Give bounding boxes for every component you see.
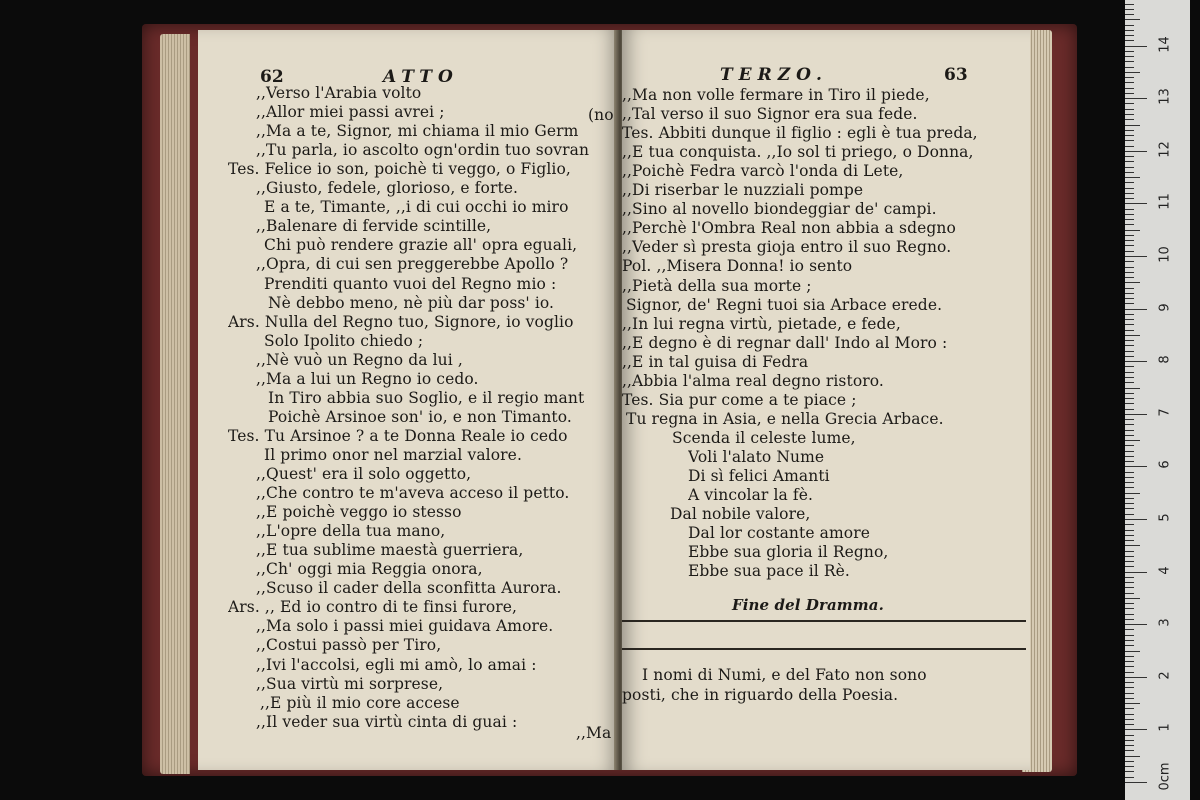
ruler-tick	[1125, 430, 1134, 431]
ruler-tick	[1125, 624, 1147, 625]
left-catchword: ,,Ma	[576, 724, 612, 742]
right-text-line-13: ,,In lui regna virtù, pietade, e fede,	[622, 314, 901, 333]
left-text-line-23: ,,E poichè veggo io stesso	[256, 503, 462, 522]
ruler-number: 9	[1157, 302, 1173, 312]
footnote-line-2: posti, che in riguardo della Poesia.	[622, 686, 899, 704]
left-text-line-14: Solo Ipolito chiedo ;	[264, 331, 424, 350]
ruler-tick	[1125, 256, 1147, 257]
ruler-tick	[1125, 319, 1134, 320]
ruler-tick	[1125, 25, 1134, 26]
ruler-tick	[1125, 193, 1134, 194]
ruler-tick	[1125, 682, 1134, 683]
ruler-number: 0cm	[1157, 762, 1173, 791]
ruler-tick	[1125, 608, 1134, 609]
right-page-header: TERZO.	[720, 65, 828, 85]
right-text-line-24: Dal lor costante amore	[688, 524, 870, 543]
ruler-tick	[1125, 771, 1134, 772]
ruler-tick	[1125, 419, 1134, 420]
left-text-line-7: E a te, Timante, ,,i di cui occhi io miro	[264, 198, 569, 217]
ruler-tick	[1125, 293, 1134, 294]
ruler-tick	[1125, 167, 1134, 168]
ruler-tick	[1125, 687, 1134, 688]
right-text-line-18: Tu regna in Asia, e nella Grecia Arbace.	[626, 409, 944, 428]
ruler-tick	[1125, 30, 1134, 31]
right-text-line-4: ,,E tua conquista. ,,Io sol ti priego, o Donna,	[622, 143, 974, 162]
ruler-tick	[1125, 424, 1134, 425]
left-text-line-30: ,,Costui passò per Tiro,	[256, 636, 442, 655]
ruler-tick	[1125, 372, 1134, 373]
ruler-tick	[1125, 561, 1134, 562]
ruler-tick	[1125, 740, 1134, 741]
right-text-line-15: ,,E in tal guisa di Fedra	[622, 352, 809, 371]
ruler-tick	[1125, 230, 1140, 231]
ruler-tick	[1125, 629, 1134, 630]
ruler-tick	[1125, 61, 1134, 62]
ruler-tick	[1125, 146, 1134, 147]
ruler-tick	[1125, 461, 1134, 462]
ruler-tick	[1125, 340, 1134, 341]
ruler-tick	[1125, 498, 1134, 499]
ruler-tick	[1125, 745, 1134, 746]
ruler-tick	[1125, 414, 1147, 415]
ruler-tick	[1125, 119, 1134, 120]
right-text-line-19: Scenda il celeste lume,	[672, 428, 856, 447]
ruler-tick	[1125, 514, 1134, 515]
left-text-line-3: ,,Ma a te, Signor, mi chiama il mio Germ	[256, 122, 579, 141]
ruler-tick	[1125, 645, 1134, 646]
ruler-tick	[1125, 403, 1134, 404]
left-text-line-24: ,,L'opre della tua mano,	[256, 522, 446, 541]
ruler-tick	[1125, 556, 1134, 557]
ruler-tick	[1125, 503, 1134, 504]
ruler-tick	[1125, 40, 1134, 41]
right-text-line-11: ,,Pietà della sua morte ;	[622, 276, 812, 295]
right-text-line-5: ,,Poichè Fedra varcò l'onda di Lete,	[622, 162, 904, 181]
left-text-line-12: Nè debbo meno, nè più dar poss' io.	[268, 293, 555, 312]
ruler-tick	[1125, 88, 1134, 89]
ruler-tick	[1125, 440, 1140, 441]
left-text-line-16: ,,Ma a lui un Regno io cedo.	[256, 369, 479, 388]
ruler-tick	[1125, 140, 1134, 141]
left-text-line-8: ,,Balenare di fervide scintille,	[256, 217, 492, 236]
ruler-tick	[1125, 366, 1134, 367]
ruler-tick	[1125, 298, 1134, 299]
ruler-tick	[1125, 282, 1140, 283]
right-text-line-14: ,,E degno è di regnar dall' Indo al Moro :	[622, 333, 948, 352]
left-text-line-6: ,,Giusto, fedele, glorioso, e forte.	[256, 179, 519, 198]
ruler-tick	[1125, 619, 1134, 620]
ruler-tick	[1125, 593, 1134, 594]
ruler-tick	[1125, 729, 1147, 730]
ruler-tick	[1125, 714, 1134, 715]
left-text-line-26: ,,Ch' oggi mia Reggia onora,	[256, 560, 483, 579]
ruler-tick	[1125, 361, 1147, 362]
ruler-tick	[1125, 251, 1134, 252]
ruler-tick	[1125, 482, 1134, 483]
ruler-number: 8	[1157, 355, 1173, 364]
ruler-tick	[1125, 508, 1134, 509]
left-page-number: 62	[260, 67, 284, 87]
ruler-tick	[1125, 203, 1147, 204]
ruler-tick	[1125, 198, 1134, 199]
ruler-tick	[1125, 19, 1140, 20]
left-text-line-21: ,,Quest' era il solo oggetto,	[256, 465, 472, 483]
ruler-tick	[1125, 456, 1134, 457]
ruler-number: 1	[1157, 723, 1173, 733]
ruler-tick	[1125, 77, 1134, 78]
ruler-tick	[1125, 235, 1134, 236]
ruler-tick	[1125, 125, 1140, 126]
right-page	[622, 30, 1030, 770]
ruler-tick	[1125, 614, 1134, 615]
ruler-number: 13	[1157, 88, 1173, 105]
ruler-tick	[1125, 666, 1134, 667]
ruler-tick	[1125, 577, 1134, 578]
left-text-line-20: Il primo onor nel marzial valore.	[264, 445, 522, 464]
left-text-line-4: ,,Tu parla, io ascolto ogn'ordin tuo sovran	[256, 141, 590, 160]
ruler-number: 2	[1157, 671, 1173, 680]
ruler-tick	[1125, 398, 1134, 399]
ruler-tick	[1125, 272, 1134, 273]
ruler-tick	[1125, 103, 1134, 104]
ruler-tick	[1125, 572, 1147, 573]
ruler-tick	[1125, 356, 1134, 357]
ruler-tick	[1125, 640, 1134, 641]
right-text-line-21: Di sì felici Amanti	[688, 467, 830, 485]
right-text-line-7: ,,Sino al novello biondeggiar de' campi.	[622, 200, 937, 219]
right-text-line-22: A vincolar la fè.	[688, 486, 814, 505]
ruler-tick	[1125, 587, 1134, 588]
left-text-line-5: Tes. Felice io son, poichè ti veggo, o Figlio,	[228, 160, 571, 179]
ruler-tick	[1125, 672, 1134, 673]
ruler-tick	[1125, 172, 1134, 173]
left-text-line-18: Poichè Arsinoe son' io, e non Timanto.	[268, 407, 572, 426]
ruler-tick	[1125, 519, 1147, 520]
ruler-tick	[1125, 393, 1134, 394]
ruler-tick	[1125, 582, 1134, 583]
ruler-tick	[1125, 719, 1134, 720]
ruler-tick	[1125, 545, 1140, 546]
ruler-number: 12	[1157, 141, 1173, 158]
ruler-tick	[1125, 130, 1134, 131]
ruler-tick	[1125, 551, 1134, 552]
ruler-tick	[1125, 35, 1134, 36]
ruler-tick	[1125, 114, 1134, 115]
ruler-tick	[1125, 288, 1134, 289]
ruler-tick	[1125, 335, 1140, 336]
ruler-tick	[1125, 656, 1134, 657]
ruler-tick	[1125, 724, 1134, 725]
ruler-tick	[1125, 14, 1134, 15]
ruler-tick	[1125, 314, 1134, 315]
left-text-line-32: ,,Sua virtù mi sorprese,	[256, 674, 444, 693]
ruler-number: 14	[1157, 35, 1173, 53]
ruler-tick	[1125, 451, 1134, 452]
ruler-tick	[1125, 651, 1140, 652]
ruler-tick	[1125, 540, 1134, 541]
left-text-line-22: ,,Che contro te m'aveva acceso il petto.	[256, 484, 570, 503]
ruler-tick	[1125, 535, 1134, 536]
page-edges-left	[160, 34, 190, 774]
ruler-tick	[1125, 435, 1134, 436]
ruler-tick	[1125, 93, 1134, 94]
separator-rule-bottom	[622, 648, 1026, 650]
ruler-tick	[1125, 698, 1134, 699]
ruler-number: 11	[1157, 193, 1173, 211]
ruler-tick	[1125, 135, 1134, 136]
ruler-tick	[1125, 603, 1134, 604]
ruler-tick	[1125, 267, 1134, 268]
measurement-ruler	[1125, 0, 1190, 800]
ruler-tick	[1125, 9, 1134, 10]
right-page-number: 63	[944, 65, 968, 85]
left-text-line-2: ,,Allor miei passi avrei ;	[256, 103, 445, 122]
ruler-tick	[1125, 445, 1134, 446]
ruler-tick	[1125, 177, 1140, 178]
left-text-line-34: ,,Il veder sua virtù cinta di guai :	[256, 712, 518, 731]
right-text-line-23: Dal nobile valore,	[670, 505, 811, 524]
ruler-tick	[1125, 245, 1134, 246]
ruler-tick	[1125, 182, 1134, 183]
right-text-line-12: Signor, de' Regni tuoi sia Arbace erede.	[626, 295, 943, 314]
ruler-tick	[1125, 524, 1134, 525]
ruler-tick	[1125, 351, 1134, 352]
right-text-line-1: ,,Ma non volle fermare in Tiro il piede,	[622, 86, 930, 104]
ruler-tick	[1125, 693, 1134, 694]
ruler-tick	[1125, 330, 1134, 331]
right-text-line-8: ,,Perchè l'Ombra Real non abbia a sdegno	[622, 219, 956, 238]
ruler-tick	[1125, 67, 1134, 68]
ruler-tick	[1125, 708, 1134, 709]
right-text-line-20: Voli l'alato Nume	[688, 447, 825, 466]
footnote-line-1: I nomi di Numi, e del Fato non sono	[642, 666, 927, 684]
ruler-tick	[1125, 4, 1134, 5]
ruler-number: 10	[1157, 246, 1173, 263]
right-text-line-6: ,,Di riserbar le nuzziali pompe	[622, 181, 864, 200]
end-of-drama: Fine del Dramma.	[732, 596, 884, 614]
left-text-line-1: ,,Verso l'Arabia volto	[256, 84, 422, 102]
ruler-tick	[1125, 677, 1147, 678]
ruler-tick	[1125, 161, 1134, 162]
ruler-tick	[1125, 324, 1134, 325]
ruler-tick	[1125, 72, 1140, 73]
ruler-tick	[1125, 735, 1134, 736]
ruler-tick	[1125, 766, 1134, 767]
ruler-tick	[1125, 466, 1147, 467]
right-text-line-17: Tes. Sia pur come a te piace ;	[622, 390, 857, 409]
left-page-header: ATTO	[383, 67, 459, 87]
ruler-number: 6	[1157, 460, 1173, 470]
ruler-tick	[1125, 345, 1134, 346]
ruler-tick	[1125, 214, 1134, 215]
separator-rule-top	[622, 620, 1026, 622]
right-text-line-9: ,,Veder sì presta gioja entro il suo Regno.	[622, 238, 952, 257]
ruler-tick	[1125, 782, 1147, 783]
ruler-tick	[1125, 530, 1134, 531]
ruler-tick	[1125, 240, 1134, 241]
ruler-tick	[1125, 46, 1147, 47]
ruler-tick	[1125, 98, 1147, 99]
ruler-tick	[1125, 224, 1134, 225]
ruler-number: 3	[1157, 618, 1173, 627]
ruler-tick	[1125, 661, 1134, 662]
ruler-tick	[1125, 493, 1140, 494]
right-text-line-16: ,,Abbia l'alma real degno ristoro.	[622, 371, 884, 390]
left-text-line-31: ,,Ivi l'accolsi, egli mi amò, lo amai :	[256, 655, 537, 674]
left-text-line-25: ,,E tua sublime maestà guerriera,	[256, 541, 524, 560]
ruler-tick	[1125, 777, 1134, 778]
ruler-number: 7	[1157, 408, 1173, 417]
ruler-tick	[1125, 487, 1134, 488]
ruler-tick	[1125, 703, 1140, 704]
ruler-tick	[1125, 598, 1140, 599]
left-margin-note: (no	[588, 106, 614, 124]
left-text-line-15: ,,Nè vuò un Regno da lui ,	[256, 350, 463, 369]
ruler-tick	[1125, 303, 1134, 304]
right-text-line-10: Pol. ,,Misera Donna! io sento	[622, 257, 853, 276]
left-page	[198, 30, 618, 770]
ruler-tick	[1125, 209, 1134, 210]
left-text-line-28: Ars. ,, Ed io contro di te finsi furore,	[228, 598, 518, 617]
ruler-tick	[1125, 156, 1134, 157]
ruler-tick	[1125, 309, 1147, 310]
ruler-tick	[1125, 82, 1134, 83]
left-text-line-11: Prenditi quanto vuoi del Regno mio :	[264, 274, 557, 293]
ruler-tick	[1125, 109, 1134, 110]
ruler-tick	[1125, 56, 1134, 57]
ruler-tick	[1125, 750, 1134, 751]
ruler-tick	[1125, 51, 1134, 52]
ruler-tick	[1125, 261, 1134, 262]
left-text-line-27: ,,Scuso il cader della sconfitta Aurora.	[256, 579, 562, 598]
ruler-tick	[1125, 409, 1134, 410]
right-text-line-25: Ebbe sua gloria il Regno,	[688, 543, 889, 562]
ruler-tick	[1125, 377, 1134, 378]
ruler-number: 4	[1157, 565, 1173, 575]
left-text-line-19: Tes. Tu Arsinoe ? a te Donna Reale io cedo	[228, 426, 568, 445]
ruler-tick	[1125, 566, 1134, 567]
ruler-tick	[1125, 382, 1134, 383]
ruler-tick	[1125, 477, 1134, 478]
ruler-tick	[1125, 756, 1140, 757]
ruler-tick	[1125, 388, 1140, 389]
left-text-line-29: ,,Ma solo i passi miei guidava Amore.	[256, 617, 554, 636]
ruler-tick	[1125, 635, 1134, 636]
left-text-line-9: Chi può rendere grazie all' opra eguali,	[264, 236, 578, 255]
right-text-line-2: ,,Tal verso il suo Signor era sua fede.	[622, 105, 918, 124]
ruler-tick	[1125, 151, 1147, 152]
left-text-line-13: Ars. Nulla del Regno tuo, Signore, io voglio	[228, 312, 574, 331]
left-text-line-33: ,,E più il mio core accese	[260, 693, 460, 712]
ruler-tick	[1125, 188, 1134, 189]
ruler-tick	[1125, 277, 1134, 278]
ruler-number: 5	[1157, 513, 1173, 522]
right-text-line-3: Tes. Abbiti dunque il figlio : egli è tua preda,	[622, 124, 978, 143]
right-text-line-26: Ebbe sua pace il Rè.	[688, 562, 850, 581]
left-text-line-10: ,,Opra, di cui sen preggerebbe Apollo ?	[256, 255, 569, 274]
ruler-tick	[1125, 472, 1134, 473]
ruler-tick	[1125, 761, 1134, 762]
left-text-line-17: In Tiro abbia suo Soglio, e il regio mant	[268, 388, 585, 407]
ruler-tick	[1125, 219, 1134, 220]
